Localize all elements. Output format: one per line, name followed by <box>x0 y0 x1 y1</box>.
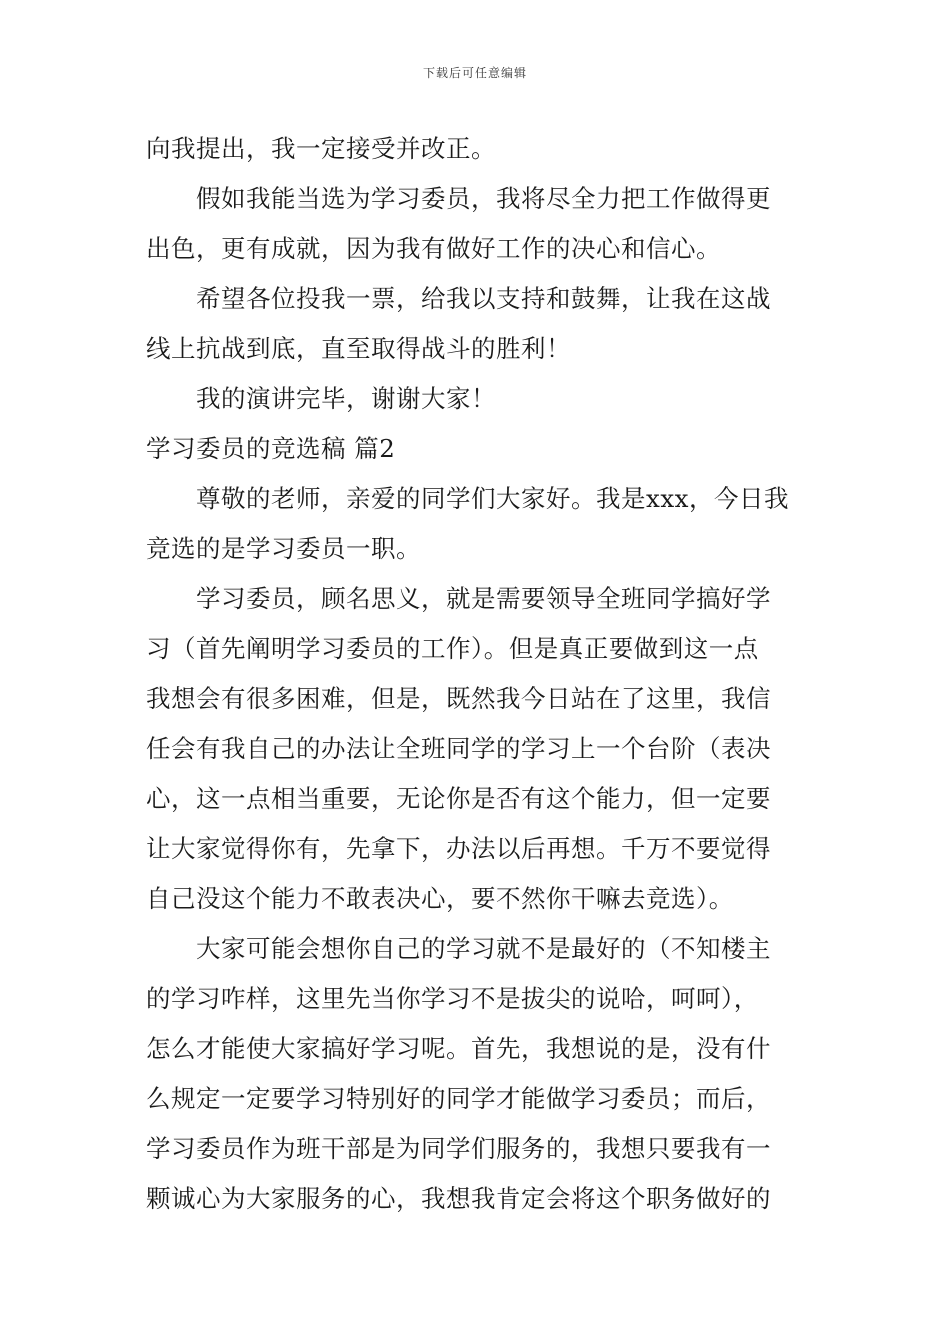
text-line: 自己没这个能力不敢表决心，要不然你干嘛去竞选）。 <box>146 884 734 913</box>
text-line: 的学习咋样，这里先当你学习不是拔尖的说哈，呵呵）， <box>146 984 759 1013</box>
page-header-note: 下载后可任意编辑 <box>422 66 527 80</box>
text-line: 我想会有很多困难，但是，既然我今日站在了这里，我信 <box>146 684 771 713</box>
text-line: 我的演讲完毕，谢谢大家！ <box>196 384 496 413</box>
text-line: 怎么才能使大家搞好学习呢。首先，我想说的是，没有什 <box>146 1034 771 1063</box>
text-line: 学习委员作为班干部是为同学们服务的，我想只要我有一 <box>146 1134 771 1163</box>
text-line: 习（首先阐明学习委员的工作）。但是真正要做到这一点 <box>146 634 759 663</box>
text-line: 出色，更有成就，因为我有做好工作的决心和信心。 <box>146 234 721 263</box>
text-line: 向我提出，我一定接受并改正。 <box>146 134 496 163</box>
text-line: 任会有我自己的办法让全班同学的学习上一个台阶（表决 <box>146 734 771 763</box>
text-line: 么规定一定要学习特别好的同学才能做学习委员；而后， <box>146 1084 771 1113</box>
text-line: 尊敬的老师，亲爱的同学们大家好。我是xxx，今日我 <box>196 484 789 513</box>
text-line: 线上抗战到底，直至取得战斗的胜利！ <box>146 334 571 363</box>
text-line: 让大家觉得你有，先拿下，办法以后再想。千万不要觉得 <box>146 834 771 863</box>
text-line: 心，这一点相当重要，无论你是否有这个能力，但一定要 <box>146 784 771 813</box>
text-line: 假如我能当选为学习委员，我将尽全力把工作做得更 <box>196 184 771 213</box>
text-line: 希望各位投我一票，给我以支持和鼓舞，让我在这战 <box>196 284 771 313</box>
text-line: 学习委员的竞选稿 篇2 <box>146 434 396 463</box>
text-line: 颗诚心为大家服务的心，我想我肯定会将这个职务做好的 <box>146 1184 771 1213</box>
text-line: 学习委员，顾名思义，就是需要领导全班同学搞好学 <box>196 584 771 613</box>
text-line: 竞选的是学习委员一职。 <box>146 534 421 563</box>
document-body <box>146 124 816 1224</box>
text-line: 大家可能会想你自己的学习就不是最好的（不知楼主 <box>196 934 771 963</box>
